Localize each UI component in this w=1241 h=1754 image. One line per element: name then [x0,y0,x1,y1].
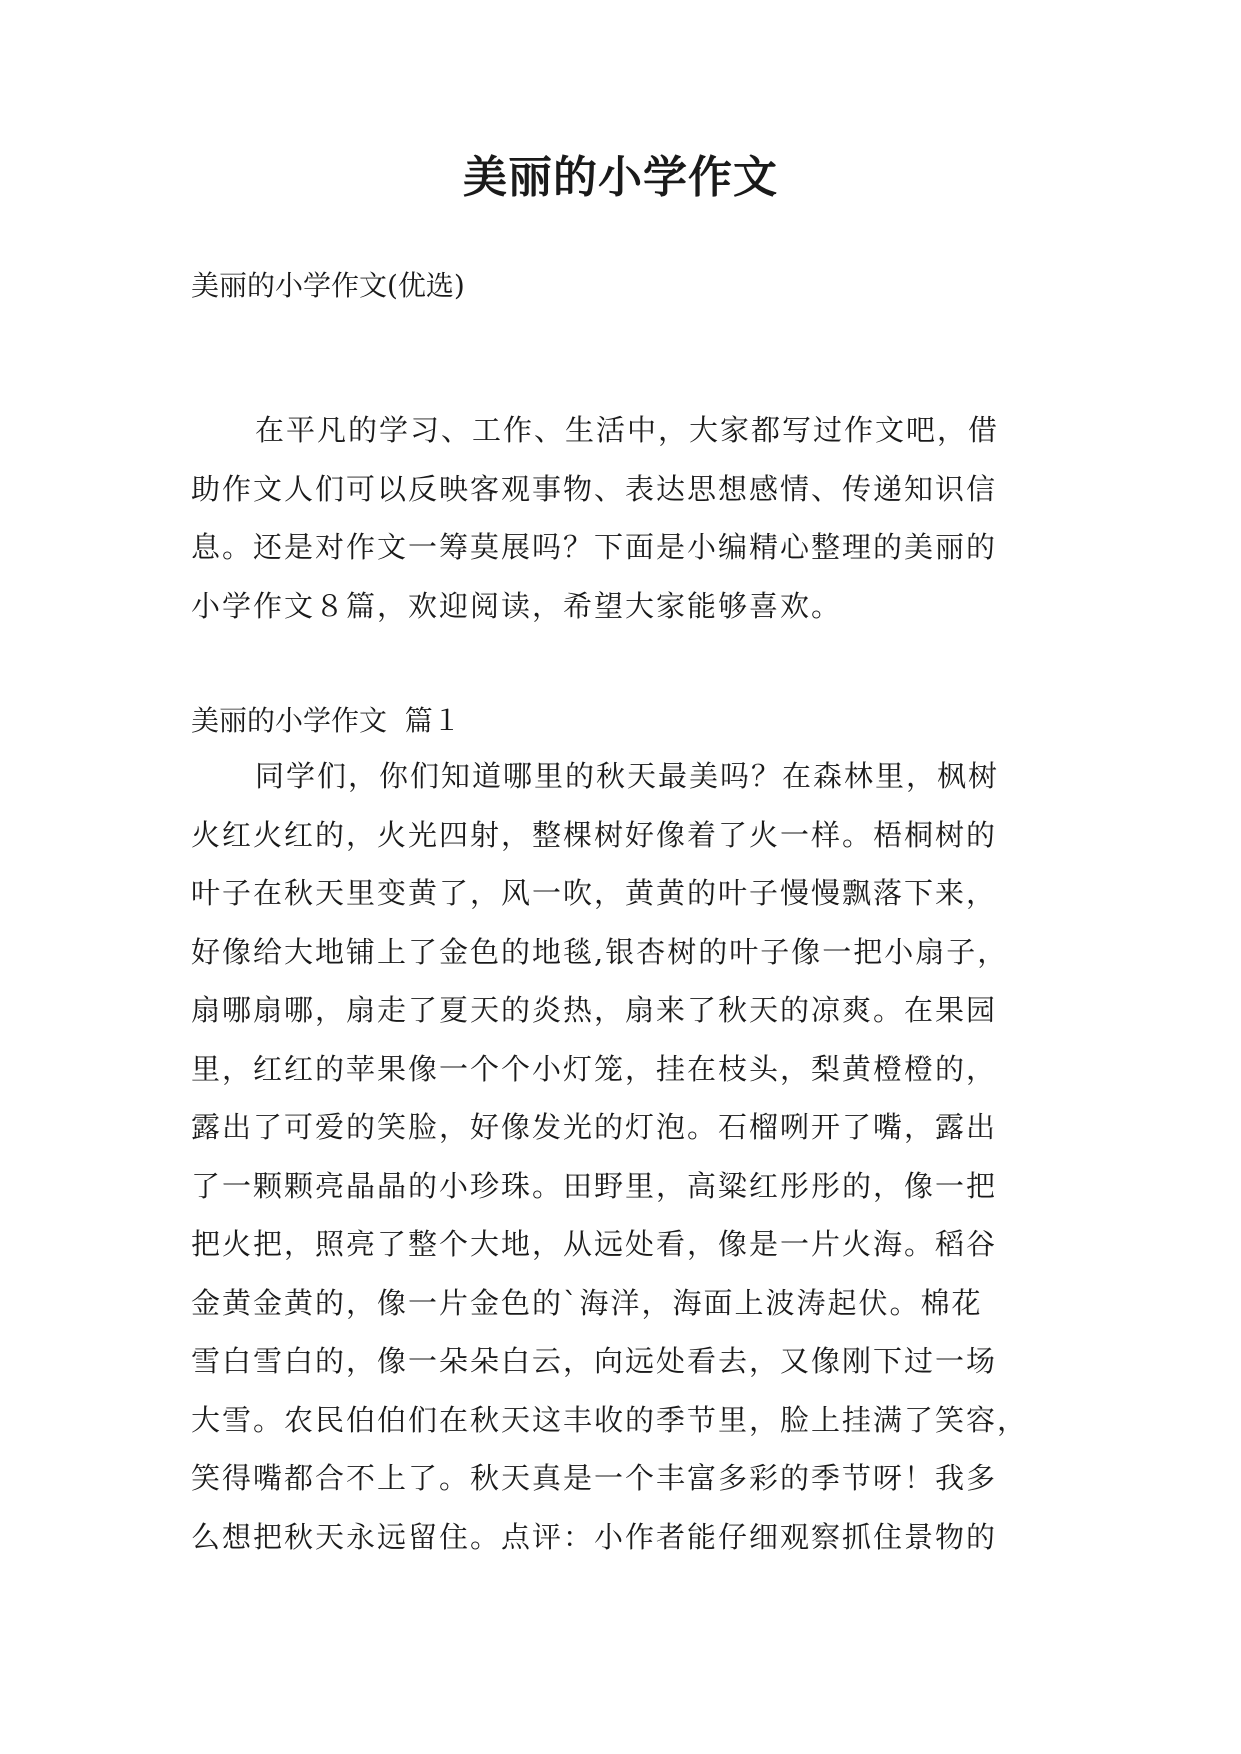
intro-line: 息。还是对作文一筹莫展吗？下面是小编精心整理的美丽的 [191,530,998,564]
intro-paragraph [191,401,1051,635]
essay-line: 么想把秋天永远留住。点评：小作者能仔细观察抓住景物的 [191,1519,998,1554]
essay-line: 把火把，照亮了整个大地，从远处看，像是一片火海。稻谷 [191,1227,998,1261]
essay-line: 露出了可爱的笑脸，好像发光的灯泡。石榴咧开了嘴，露出 [191,1110,998,1144]
essay-line: 叶子在秋天里变黄了，风一吹，黄黄的叶子慢慢飘落下来， [191,876,998,910]
essay-line: 雪白雪白的，像一朵朵白云，向远处看去，又像刚下过一场 [191,1344,998,1378]
essay-line: 里，红红的苹果像一个个小灯笼，挂在枝头，梨黄橙橙的， [191,1051,998,1086]
document-subtitle: 美丽的小学作文(优选) [191,269,465,302]
intro-line: 在平凡的学习、工作、生活中，大家都写过作文吧，借 [255,413,1000,447]
intro-line: 助作文人们可以反映客观事物、表达思想感情、传递知识信 [191,471,998,506]
essay-line: 同学们，你们知道哪里的秋天最美吗？在森林里，枫树 [255,759,1000,793]
essay-line: 了一颗颗亮晶晶的小珍珠。田野里，高粱红彤彤的，像一把 [191,1168,998,1203]
essay-line: 金黄金黄的，像一片金色的`海洋，海面上波涛起伏。棉花 [191,1285,983,1320]
section-heading: 美丽的小学作文 篇１ [191,704,461,737]
essay-line: 扇哪扇哪，扇走了夏天的炎热，扇来了秋天的凉爽。在果园 [191,993,998,1027]
essay-line: 火红火红的，火光四射，整棵树好像着了火一样。梧桐树的 [191,817,998,852]
essay-paragraph [191,747,1051,1566]
essay-line: 大雪。农民伯伯们在秋天这丰收的季节里，脸上挂满了笑容， [191,1402,1029,1437]
essay-line: 好像给大地铺上了金色的地毯,银杏树的叶子像一把小扇子， [191,934,1009,969]
essay-line: 笑得嘴都合不上了。秋天真是一个丰富多彩的季节呀！我多 [191,1461,998,1495]
intro-line: 小学作文８篇，欢迎阅读，希望大家能够喜欢。 [191,588,843,623]
page-title: 美丽的小学作文 [463,152,778,203]
